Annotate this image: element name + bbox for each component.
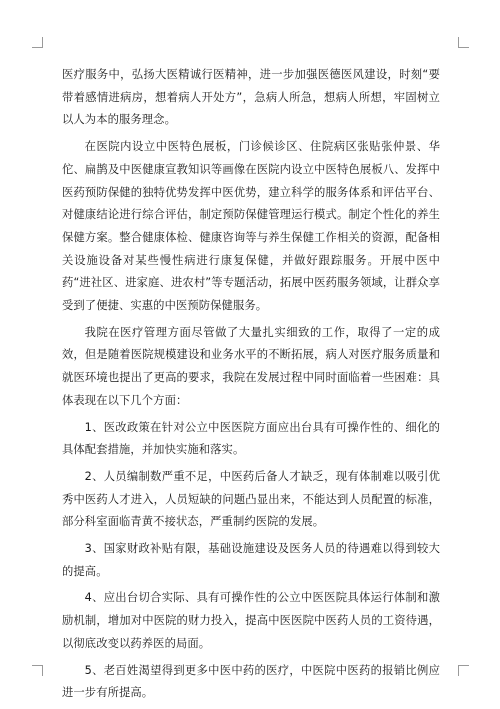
paragraph-tcm-display: 在医院内设立中医特色展板，门诊候诊区、住院病区张贴张仲景、华佗、扁鹊及中医健康宣教知识等画像在医院内设立中医特色展板八、发挥中医药预防保健的独特优势发挥中医优势，建立科学的服务体系和评估平台、对健康结论进行综合评估，制定预防保健管理运行模式。制定个性化的养生保健方案。整合健康体检、健康咨询等与养生保健工作相关的资源，配备相关设施设备对某些慢性病进行康复保健，并做好跟踪服务。开展中医中药“进社区、进家庭、进农村”等专题活动，拓展中医药服务领域，让群众享受到了便捷、实惠的中医预防保健服务。 <box>62 140 440 313</box>
document-body <box>62 64 440 709</box>
crop-mark-top-left <box>32 37 43 48</box>
paragraph-item-4: 4、应出台切合实际、具有可操作性的公立中医医院具体运行体制和激励机制，增加对中医院的财力投入，提高中医医院中医药人员的工资待遇，以彻底改变以药养医的局面。 <box>62 591 440 650</box>
paragraph-item-5: 5、老百姓渴望得到更多中医中药的医疗，中医院中医药的报销比例应进一步有所提高。 <box>62 663 440 700</box>
paragraph-service-spirit: 医疗服务中，弘扬大医精诚行医精神，进一步加强医德医风建设，时刻“要带着感情进病房，想着病人开处方”，急病人所急，想病人所想，牢固树立以人为本的服务理念。 <box>62 68 440 127</box>
crop-mark-bottom-left <box>32 665 43 676</box>
paragraph-item-3: 3、国家财政补贴有限，基础设施建设及医务人员的待遇难以得到较大的提高。 <box>62 542 440 578</box>
paragraph-item-1: 1、医改政策在针对公立中医医院方面应出台具有可操作性的、细化的具体配套措施，并加快实施和落实。 <box>62 420 440 457</box>
crop-mark-top-right <box>458 37 469 48</box>
crop-mark-bottom-right <box>458 665 469 676</box>
paragraph-difficulties-intro: 我院在医疗管理方面尽管做了大量扎实细致的工作，取得了一定的成效，但是随着医院规模建设和业务水平的不断拓展，病人对医疗服务质量和就医环境也提出了更高的要求，我院在发展过程中同时面临着一些困难：具体表现在以下几个方面： <box>62 325 440 407</box>
paragraph-item-2: 2、人员编制数严重不足，中医药后备人才缺乏，现有体制难以吸引优秀中医药人才进入，人员短缺的问题凸显出来，不能达到人员配置的标准，部分科室面临青黄不接状态，严重制约医院的发展。 <box>62 469 440 529</box>
